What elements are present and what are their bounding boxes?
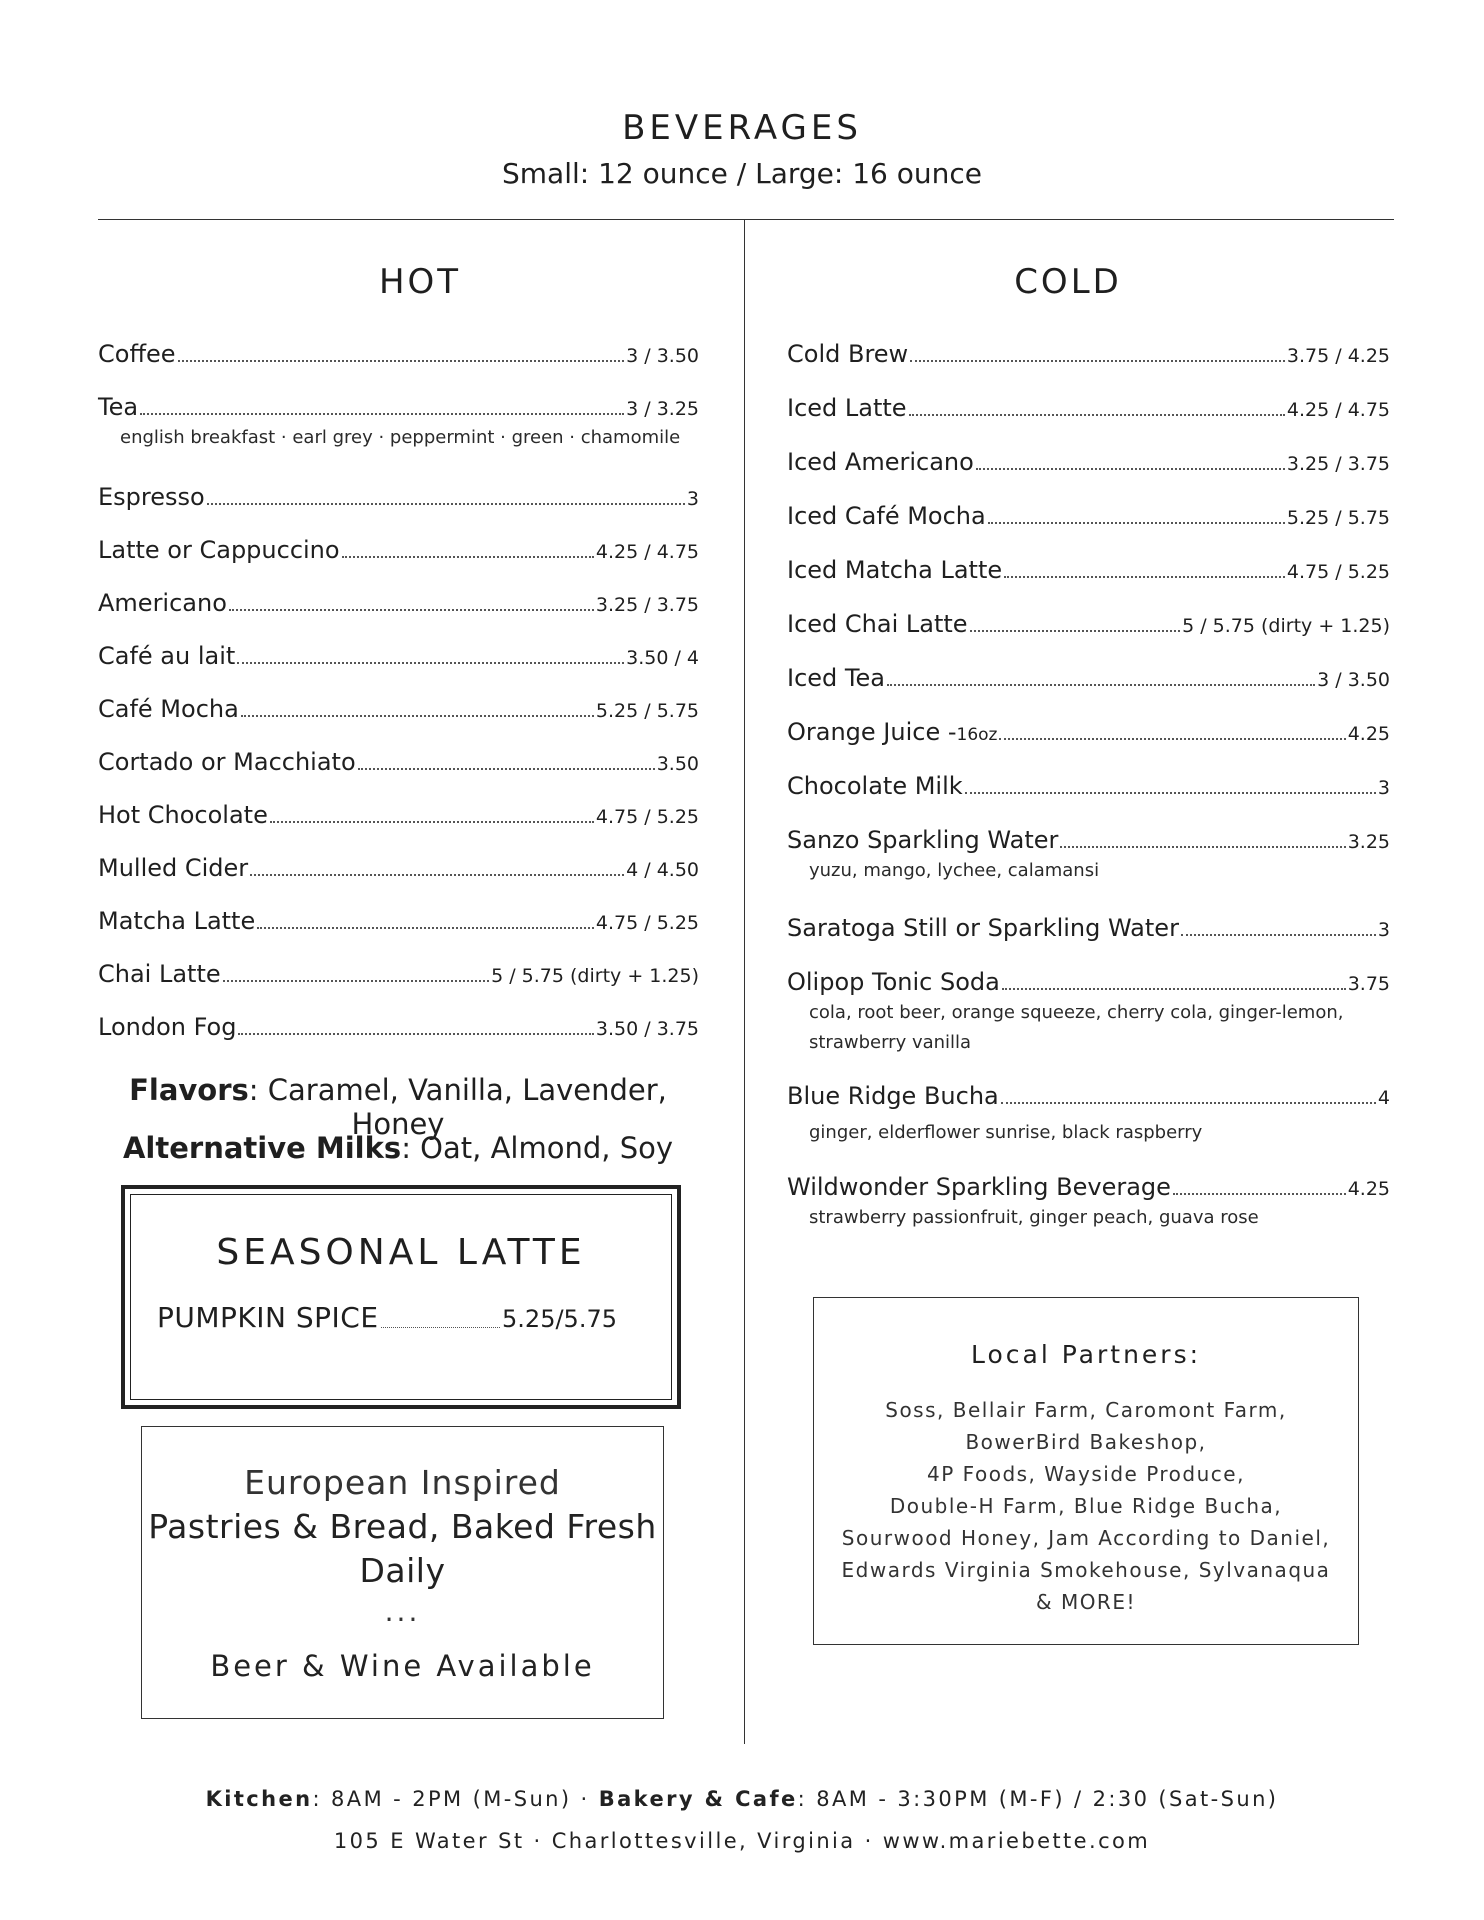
- item-name: Sanzo Sparkling Water: [787, 826, 1059, 854]
- item-price: 3: [1377, 777, 1390, 799]
- item-options: english breakfast · earl grey · peppermint · green · chamomile: [120, 427, 681, 448]
- item-price: 3.25 / 3.75: [1286, 453, 1390, 475]
- cold-heading: COLD: [1014, 262, 1122, 302]
- local-partners-box: [813, 1297, 1359, 1645]
- item-price: 4.25 / 4.75: [595, 541, 699, 563]
- leader-dots: [1181, 933, 1376, 936]
- menu-item: [787, 502, 1390, 530]
- item-price: 4.75 / 5.25: [595, 806, 699, 828]
- item-price: 4.25: [1347, 1178, 1390, 1200]
- item-price: 4: [1377, 1087, 1390, 1109]
- leader-dots: [909, 413, 1285, 416]
- bakery-hours: : 8AM - 3:30PM (M-F) / 2:30 (Sat-Sun): [797, 1787, 1279, 1811]
- seasonal-title: SEASONAL LATTE: [216, 1232, 586, 1273]
- leader-dots: [358, 767, 655, 770]
- item-price: 4 / 4.50: [626, 859, 699, 881]
- item-name: Café Mocha: [98, 695, 239, 723]
- item-price: 4.25 / 4.75: [1286, 399, 1390, 421]
- pastries-eyebrow: European Inspired: [244, 1463, 561, 1502]
- leader-dots: [140, 412, 624, 415]
- pastries-box: [141, 1426, 664, 1719]
- item-name: Iced Americano: [787, 448, 974, 476]
- leader-dots: [976, 467, 1285, 470]
- item-price: 5 / 5.75 (dirty + 1.25): [491, 965, 699, 987]
- menu-item: [787, 718, 1390, 746]
- item-name: Iced Matcha Latte: [787, 556, 1003, 584]
- leader-dots: [270, 820, 594, 823]
- item-options: cola, root beer, orange squeeze, cherry cola, ginger-lemon,: [809, 1002, 1344, 1023]
- milks-label: Alternative Milks: [122, 1131, 402, 1165]
- item-name: Iced Chai Latte: [787, 610, 968, 638]
- partner-line: 4P Foods, Wayside Produce,: [927, 1462, 1245, 1486]
- item-name: Blue Ridge Bucha: [787, 1082, 999, 1110]
- leader-dots: [237, 661, 624, 664]
- item-name: Coffee: [98, 340, 176, 368]
- item-name: Olipop Tonic Soda: [787, 968, 1000, 996]
- item-price: 4.75 / 5.25: [1286, 561, 1390, 583]
- item-name: Café au lait: [98, 642, 236, 670]
- item-price: 3.50 / 4: [626, 647, 699, 669]
- leader-dots: [1173, 1192, 1346, 1195]
- leader-dots: [223, 979, 489, 982]
- leader-dots: [342, 555, 594, 558]
- menu-item: [98, 960, 699, 988]
- item-name: Cold Brew: [787, 340, 909, 368]
- menu-item: [98, 907, 699, 935]
- item-price: 3.50: [656, 753, 699, 775]
- seasonal-item: [157, 1301, 617, 1334]
- hours-line: [0, 1787, 1484, 1811]
- leader-dots: [257, 926, 594, 929]
- partners-title: Local Partners:: [970, 1340, 1202, 1369]
- item-name: Latte or Cappuccino: [98, 536, 340, 564]
- leader-dots: [988, 521, 1285, 524]
- flavors-value: : Caramel, Vanilla, Lavender, Honey: [248, 1073, 667, 1141]
- item-price: 5.25/5.75: [502, 1305, 617, 1333]
- item-name: Chai Latte: [98, 960, 221, 988]
- menu-item: [98, 536, 699, 564]
- item-name: London Fog: [98, 1013, 237, 1041]
- menu-item: [787, 1173, 1390, 1233]
- item-name: Iced Latte: [787, 394, 907, 422]
- beer-wine-note: Beer & Wine Available: [210, 1649, 595, 1683]
- leader-dots: [1001, 1101, 1376, 1104]
- item-name: Iced Tea: [787, 664, 885, 692]
- item-name: Orange Juice -: [787, 718, 957, 746]
- bakery-label: Bakery & Cafe: [598, 1787, 798, 1811]
- kitchen-hours: : 8AM - 2PM (M-Sun) ·: [312, 1787, 599, 1811]
- item-price: 3 / 3.25: [626, 398, 699, 420]
- size-subtitle: Small: 12 ounce / Large: 16 ounce: [502, 157, 982, 190]
- leader-dots: [250, 873, 624, 876]
- kitchen-label: Kitchen: [205, 1787, 313, 1811]
- item-price: 3 / 3.50: [1317, 669, 1390, 691]
- leader-dots: [238, 1032, 593, 1035]
- leader-dots: [999, 737, 1345, 740]
- address-line: 105 E Water St · Charlottesville, Virginia · www.mariebette.com: [333, 1829, 1151, 1853]
- item-name: Cortado or Macchiato: [98, 748, 356, 776]
- item-price: 4.25: [1347, 723, 1390, 745]
- seasonal-latte-box: [121, 1185, 681, 1409]
- menu-item: [98, 748, 699, 776]
- pastries-ellipsis: ...: [384, 1595, 421, 1628]
- menu-item: [787, 448, 1390, 476]
- pastries-headline: Pastries & Bread, Baked Fresh Daily: [148, 1507, 657, 1590]
- menu-item: [787, 340, 1390, 368]
- milks-value: : Oat, Almond, Soy: [401, 1131, 674, 1165]
- column-divider: [744, 219, 745, 1744]
- leader-dots: [1004, 575, 1285, 578]
- partner-line: BowerBird Bakeshop,: [965, 1430, 1207, 1454]
- leader-dots: [910, 359, 1285, 362]
- item-price: 3.75 / 4.25: [1286, 345, 1390, 367]
- partner-line: Edwards Virginia Smokehouse, Sylvanaqua: [841, 1558, 1331, 1582]
- item-name: Espresso: [98, 483, 205, 511]
- item-name: Wildwonder Sparkling Beverage: [787, 1173, 1171, 1201]
- menu-item: [98, 695, 699, 723]
- partner-line: Double-H Farm, Blue Ridge Bucha,: [889, 1494, 1283, 1518]
- menu-item: [98, 642, 699, 670]
- menu-item: [787, 1082, 1390, 1148]
- partner-line: Soss, Bellair Farm, Caromont Farm,: [885, 1398, 1287, 1422]
- item-price: 3.25: [1347, 831, 1390, 853]
- menu-item: [98, 340, 699, 368]
- item-name: Tea: [98, 393, 139, 421]
- menu-item: [787, 664, 1390, 692]
- leader-dots: [965, 791, 1376, 794]
- partner-line: Sourwood Honey, Jam According to Daniel,: [841, 1526, 1331, 1550]
- partner-line: & MORE!: [1035, 1590, 1136, 1614]
- leader-dots: [207, 502, 685, 505]
- menu-item: [787, 556, 1390, 584]
- leader-dots: [241, 714, 594, 717]
- item-price: 3.50 / 3.75: [595, 1018, 699, 1040]
- item-price: 5.25 / 5.75: [595, 700, 699, 722]
- item-price: 3.25 / 3.75: [595, 594, 699, 616]
- menu-item: [787, 914, 1390, 942]
- item-price: 4.75 / 5.25: [595, 912, 699, 934]
- item-price: 3.75: [1347, 973, 1390, 995]
- menu-item: [787, 826, 1390, 886]
- leader-dots: [229, 608, 594, 611]
- menu-item: [98, 589, 699, 617]
- item-options: ginger, elderflower sunrise, black raspberry: [809, 1122, 1203, 1143]
- item-name: Mulled Cider: [98, 854, 249, 882]
- item-name: Matcha Latte: [98, 907, 256, 935]
- item-options: strawberry passionfruit, ginger peach, guava rose: [809, 1207, 1259, 1228]
- item-name: PUMPKIN SPICE: [157, 1301, 379, 1334]
- menu-item: [98, 483, 699, 511]
- item-name: Iced Café Mocha: [787, 502, 986, 530]
- leader-dots: [1002, 987, 1346, 990]
- milks-line: [98, 1131, 698, 1165]
- menu-item: [98, 393, 699, 453]
- menu-item: [98, 1013, 699, 1041]
- partners-list: [834, 1394, 1338, 1618]
- leader-dots: [1060, 845, 1345, 848]
- item-price: 3 / 3.50: [626, 345, 699, 367]
- hot-heading: HOT: [378, 262, 462, 302]
- leader-dots: [970, 629, 1181, 632]
- flavors-label: Flavors: [129, 1073, 249, 1107]
- item-price: 3: [1377, 919, 1390, 941]
- page-title: BEVERAGES: [622, 108, 862, 148]
- item-price: 5.25 / 5.75: [1286, 507, 1390, 529]
- menu-item: [787, 968, 1390, 1058]
- item-name: Hot Chocolate: [98, 801, 268, 829]
- item-price: 3: [686, 488, 699, 510]
- item-name: Saratoga Still or Sparkling Water: [787, 914, 1179, 942]
- item-name: Chocolate Milk: [787, 772, 963, 800]
- menu-item: [787, 772, 1390, 800]
- menu-item: [787, 394, 1390, 422]
- item-name: Americano: [98, 589, 227, 617]
- item-price: 5 / 5.75 (dirty + 1.25): [1182, 615, 1390, 637]
- seasonal-inner-border: [130, 1194, 672, 1400]
- menu-item: [787, 610, 1390, 638]
- item-size-note: 16oz: [956, 725, 998, 745]
- item-options: yuzu, mango, lychee, calamansi: [809, 860, 1100, 881]
- leader-dots: [381, 1326, 500, 1328]
- leader-dots: [887, 683, 1315, 686]
- item-options-continued: strawberry vanilla: [809, 1032, 972, 1053]
- menu-item: [98, 801, 699, 829]
- leader-dots: [178, 359, 625, 362]
- menu-item: [98, 854, 699, 882]
- top-divider: [98, 219, 1394, 220]
